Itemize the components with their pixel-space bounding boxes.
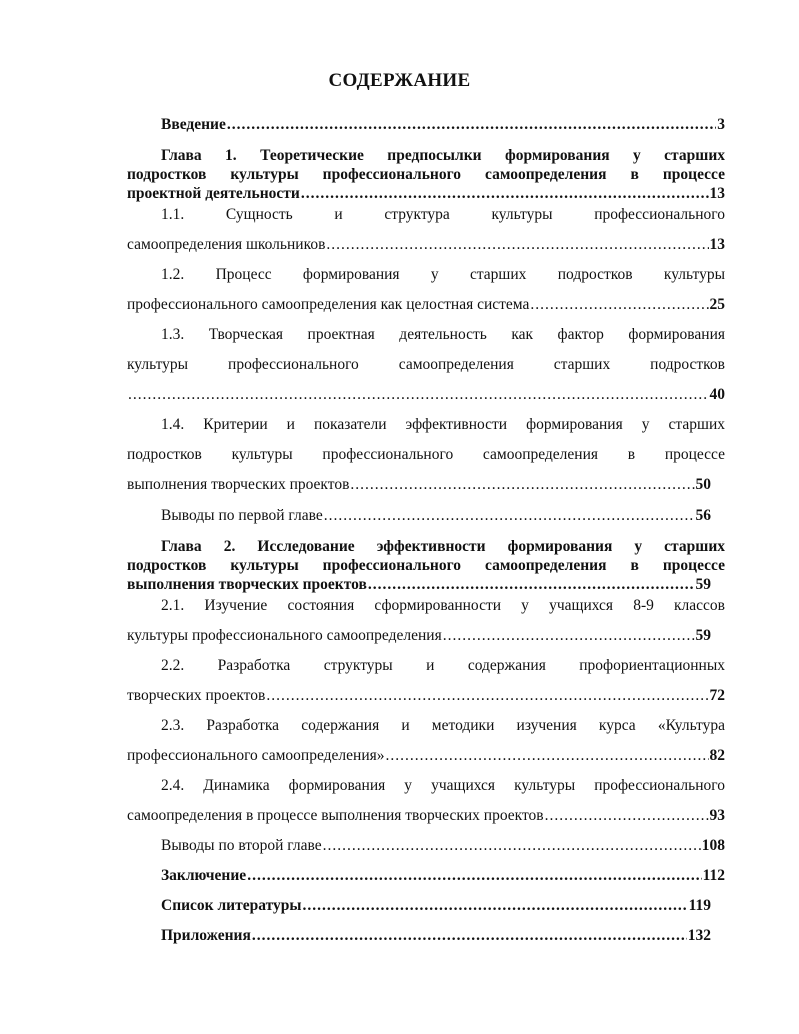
toc-conclusions-chapter-2: Выводы по второй главе ..... 108 xyxy=(161,837,725,855)
toc-section-1-4: выполнения творческих проектов ..... 50 xyxy=(127,476,725,494)
toc-entry-references: Список литературы ..... 119 xyxy=(161,897,725,915)
toc-chapter-2-heading: Глава 2. Исследование эффективности формирования у старших xyxy=(161,538,725,555)
toc-section-2-1: 2.1. Изучение состояния сформированности у учащихся 8-9 классов xyxy=(161,597,725,614)
toc-chapter-1-heading: проектной деятельности ..... 13 xyxy=(127,185,725,203)
toc-section-1-1: 1.1. Сущность и структура культуры профессионального xyxy=(161,206,725,223)
toc-section-2-4: 2.4. Динамика формирования у учащихся культуры профессионального xyxy=(161,777,725,794)
toc-chapter-2-heading: подростков культуры профессионального самоопределения в процессе xyxy=(127,557,725,574)
toc-section-2-3: 2.3. Разработка содержания и методики изучения курса «Культура xyxy=(161,717,725,734)
toc-section-2-2: творческих проектов ..... 72 xyxy=(127,687,725,705)
toc-conclusions-chapter-1: Выводы по первой главе ..... 56 xyxy=(161,507,725,525)
toc-section-1-3: культуры профессионального самоопределения старших подростков xyxy=(127,356,725,373)
toc-section-1-3: ..... 40 xyxy=(127,386,725,404)
toc-section-1-2: 1.2. Процесс формирования у старших подростков культуры xyxy=(161,266,725,283)
toc-chapter-1-heading: Глава 1. Теоретические предпосылки формирования у старших xyxy=(161,147,725,164)
toc-section-2-3: профессионального самоопределения» ..... 82 xyxy=(127,747,725,765)
toc-section-1-2: профессионального самоопределения как целостная система ..... 25 xyxy=(127,296,725,314)
toc-entry-introduction: Введение ..... 3 xyxy=(161,116,725,134)
toc-chapter-1-heading: подростков культуры профессионального самоопределения в процессе xyxy=(127,166,725,183)
toc-section-1-4: подростков культуры профессионального самоопределения в процессе xyxy=(127,446,725,463)
toc-section-1-1: самоопределения школьников ..... 13 xyxy=(127,236,725,254)
page-title: СОДЕРЖАНИЕ xyxy=(328,70,471,91)
toc-entry-conclusion: Заключение ..... 112 xyxy=(161,867,725,885)
toc-section-1-3: 1.3. Творческая проектная деятельность как фактор формирования xyxy=(161,326,725,343)
toc-section-2-1: культуры профессионального самоопределения ..... 59 xyxy=(127,627,725,645)
toc-entry-appendices: Приложения ..... 132 xyxy=(161,927,725,945)
toc-chapter-2-heading: выполнения творческих проектов ..... 59 xyxy=(127,576,725,594)
toc-section-2-2: 2.2. Разработка структуры и содержания профориентационных xyxy=(161,657,725,674)
toc-section-1-4: 1.4. Критерии и показатели эффективности формирования у старших xyxy=(161,416,725,433)
toc-section-2-4: самоопределения в процессе выполнения творческих проектов ..... 93 xyxy=(127,807,725,825)
